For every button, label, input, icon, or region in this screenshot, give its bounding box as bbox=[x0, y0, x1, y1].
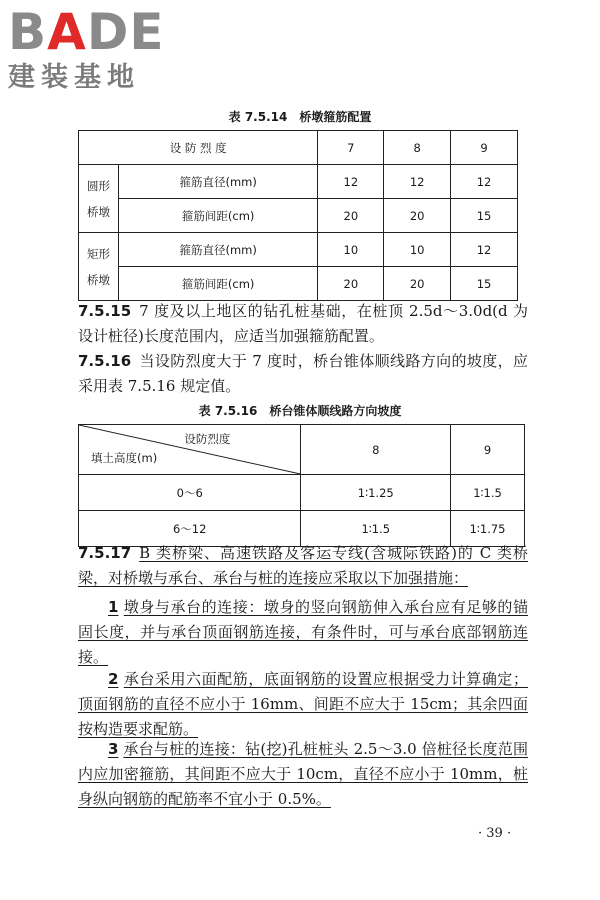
header-cell: 8 bbox=[384, 131, 451, 165]
clause-text: B 类桥梁、高速铁路及客运专线(含城际铁路)的 C 类桥梁，对桥墩与承台、承台与桩的连接应采取以下加强措施： bbox=[78, 544, 528, 587]
item-text: 底面钢筋的设置应根据受力计算确定；顶面钢筋的直径不应小于 16mm、间距不应大于 15cm；其余四面按构造要求配筋。 bbox=[78, 670, 528, 738]
item-number: 2 bbox=[108, 670, 119, 688]
table-cell: 10 bbox=[318, 233, 384, 267]
item-title: 墩身与承台的连接： bbox=[123, 598, 264, 616]
clause-item-2 bbox=[78, 667, 528, 742]
group-label: 圆形 桥墩 bbox=[79, 165, 119, 233]
group-label: 矩形 桥墩 bbox=[79, 233, 119, 301]
table-row bbox=[79, 267, 518, 301]
table-cell: 12 bbox=[318, 165, 384, 199]
table-7-5-14 bbox=[78, 130, 518, 301]
clause-number: 7.5.15 bbox=[78, 302, 132, 320]
row-label: 箍筋间距(cm) bbox=[118, 199, 318, 233]
table-cell: 15 bbox=[451, 267, 518, 301]
table-row bbox=[79, 475, 525, 511]
table-7-5-16 bbox=[78, 424, 525, 547]
table-cell: 10 bbox=[384, 233, 451, 267]
clause-number: 7.5.17 bbox=[78, 544, 132, 562]
item-text: 钻(挖)孔桩桩头 2.5～3.0 倍桩径长度范围内应加密箍筋，其间距不应大于 10cm，直径不应小于 10mm，桩身纵向钢筋的配筋率不宜小于 0.5%。 bbox=[78, 740, 528, 808]
header-cell: 9 bbox=[451, 131, 518, 165]
table-cell: 1∶1.75 bbox=[451, 511, 525, 547]
item-text: 墩身的竖向钢筋伸入承台应有足够的锚固长度，并与承台顶面钢筋连接，有条件时，可与承台底部钢筋连接。 bbox=[78, 598, 528, 666]
clause-item-3 bbox=[78, 737, 528, 812]
row-label: 箍筋直径(mm) bbox=[118, 233, 318, 267]
row-label: 6～12 bbox=[79, 511, 301, 547]
table-row bbox=[79, 233, 518, 267]
table-cell: 1∶1.25 bbox=[301, 475, 451, 511]
table-cell: 20 bbox=[318, 199, 384, 233]
table-cell: 12 bbox=[384, 165, 451, 199]
corner-bottom-label: 填土高度(m) bbox=[91, 451, 158, 465]
clause-text: 当设防烈度大于 7 度时，桥台锥体顺线路方向的坡度，应采用表 7.5.16 规定值。 bbox=[78, 352, 528, 395]
logo-subtitle: 建装基地 bbox=[8, 62, 140, 93]
clause-7-5-16 bbox=[78, 349, 528, 399]
clause-7-5-17 bbox=[78, 541, 528, 591]
table-header-row bbox=[79, 425, 525, 475]
table-row bbox=[79, 199, 518, 233]
clause-7-5-15 bbox=[78, 299, 528, 349]
table-cell: 15 bbox=[451, 199, 518, 233]
table-7-5-16-title: 表 7.5.16 桥台锥体顺线路方向坡度 bbox=[198, 404, 402, 418]
clause-number: 7.5.16 bbox=[78, 352, 132, 370]
item-number: 1 bbox=[108, 598, 119, 616]
row-label: 0～6 bbox=[79, 475, 301, 511]
table-cell: 20 bbox=[384, 199, 451, 233]
row-label: 箍筋直径(mm) bbox=[118, 165, 318, 199]
header-cell: 7 bbox=[318, 131, 384, 165]
row-label: 箍筋间距(cm) bbox=[118, 267, 318, 301]
table-cell: 20 bbox=[384, 267, 451, 301]
table-cell: 12 bbox=[451, 165, 518, 199]
page-number: · 39 · bbox=[478, 826, 512, 841]
table-cell: 12 bbox=[451, 233, 518, 267]
brand-logo bbox=[8, 4, 178, 94]
item-title: 承台采用六面配筋， bbox=[123, 670, 264, 688]
table-cell: 1∶1.5 bbox=[301, 511, 451, 547]
table-cell: 20 bbox=[318, 267, 384, 301]
table-cell: 1∶1.5 bbox=[451, 475, 525, 511]
header-cell: 8 bbox=[301, 425, 451, 475]
table-row bbox=[79, 165, 518, 199]
clause-item-1 bbox=[78, 595, 528, 670]
table-header-row bbox=[79, 131, 518, 165]
corner-header-cell bbox=[79, 425, 301, 475]
header-cell: 9 bbox=[451, 425, 525, 475]
item-number: 3 bbox=[108, 740, 119, 758]
item-title: 承台与桩的连接： bbox=[123, 740, 246, 758]
corner-top-label: 设防烈度 bbox=[184, 432, 231, 446]
table-7-5-14-title: 表 7.5.14 桥墩箍筋配置 bbox=[228, 110, 372, 124]
clause-text: 7 度及以上地区的钻孔桩基础，在桩顶 2.5d～3.0d(d 为设计桩径)长度范围内，应适当加强箍筋配置。 bbox=[78, 302, 528, 345]
logo-wordmark: BADE bbox=[8, 3, 165, 61]
header-label: 设 防 烈 度 bbox=[79, 131, 318, 165]
